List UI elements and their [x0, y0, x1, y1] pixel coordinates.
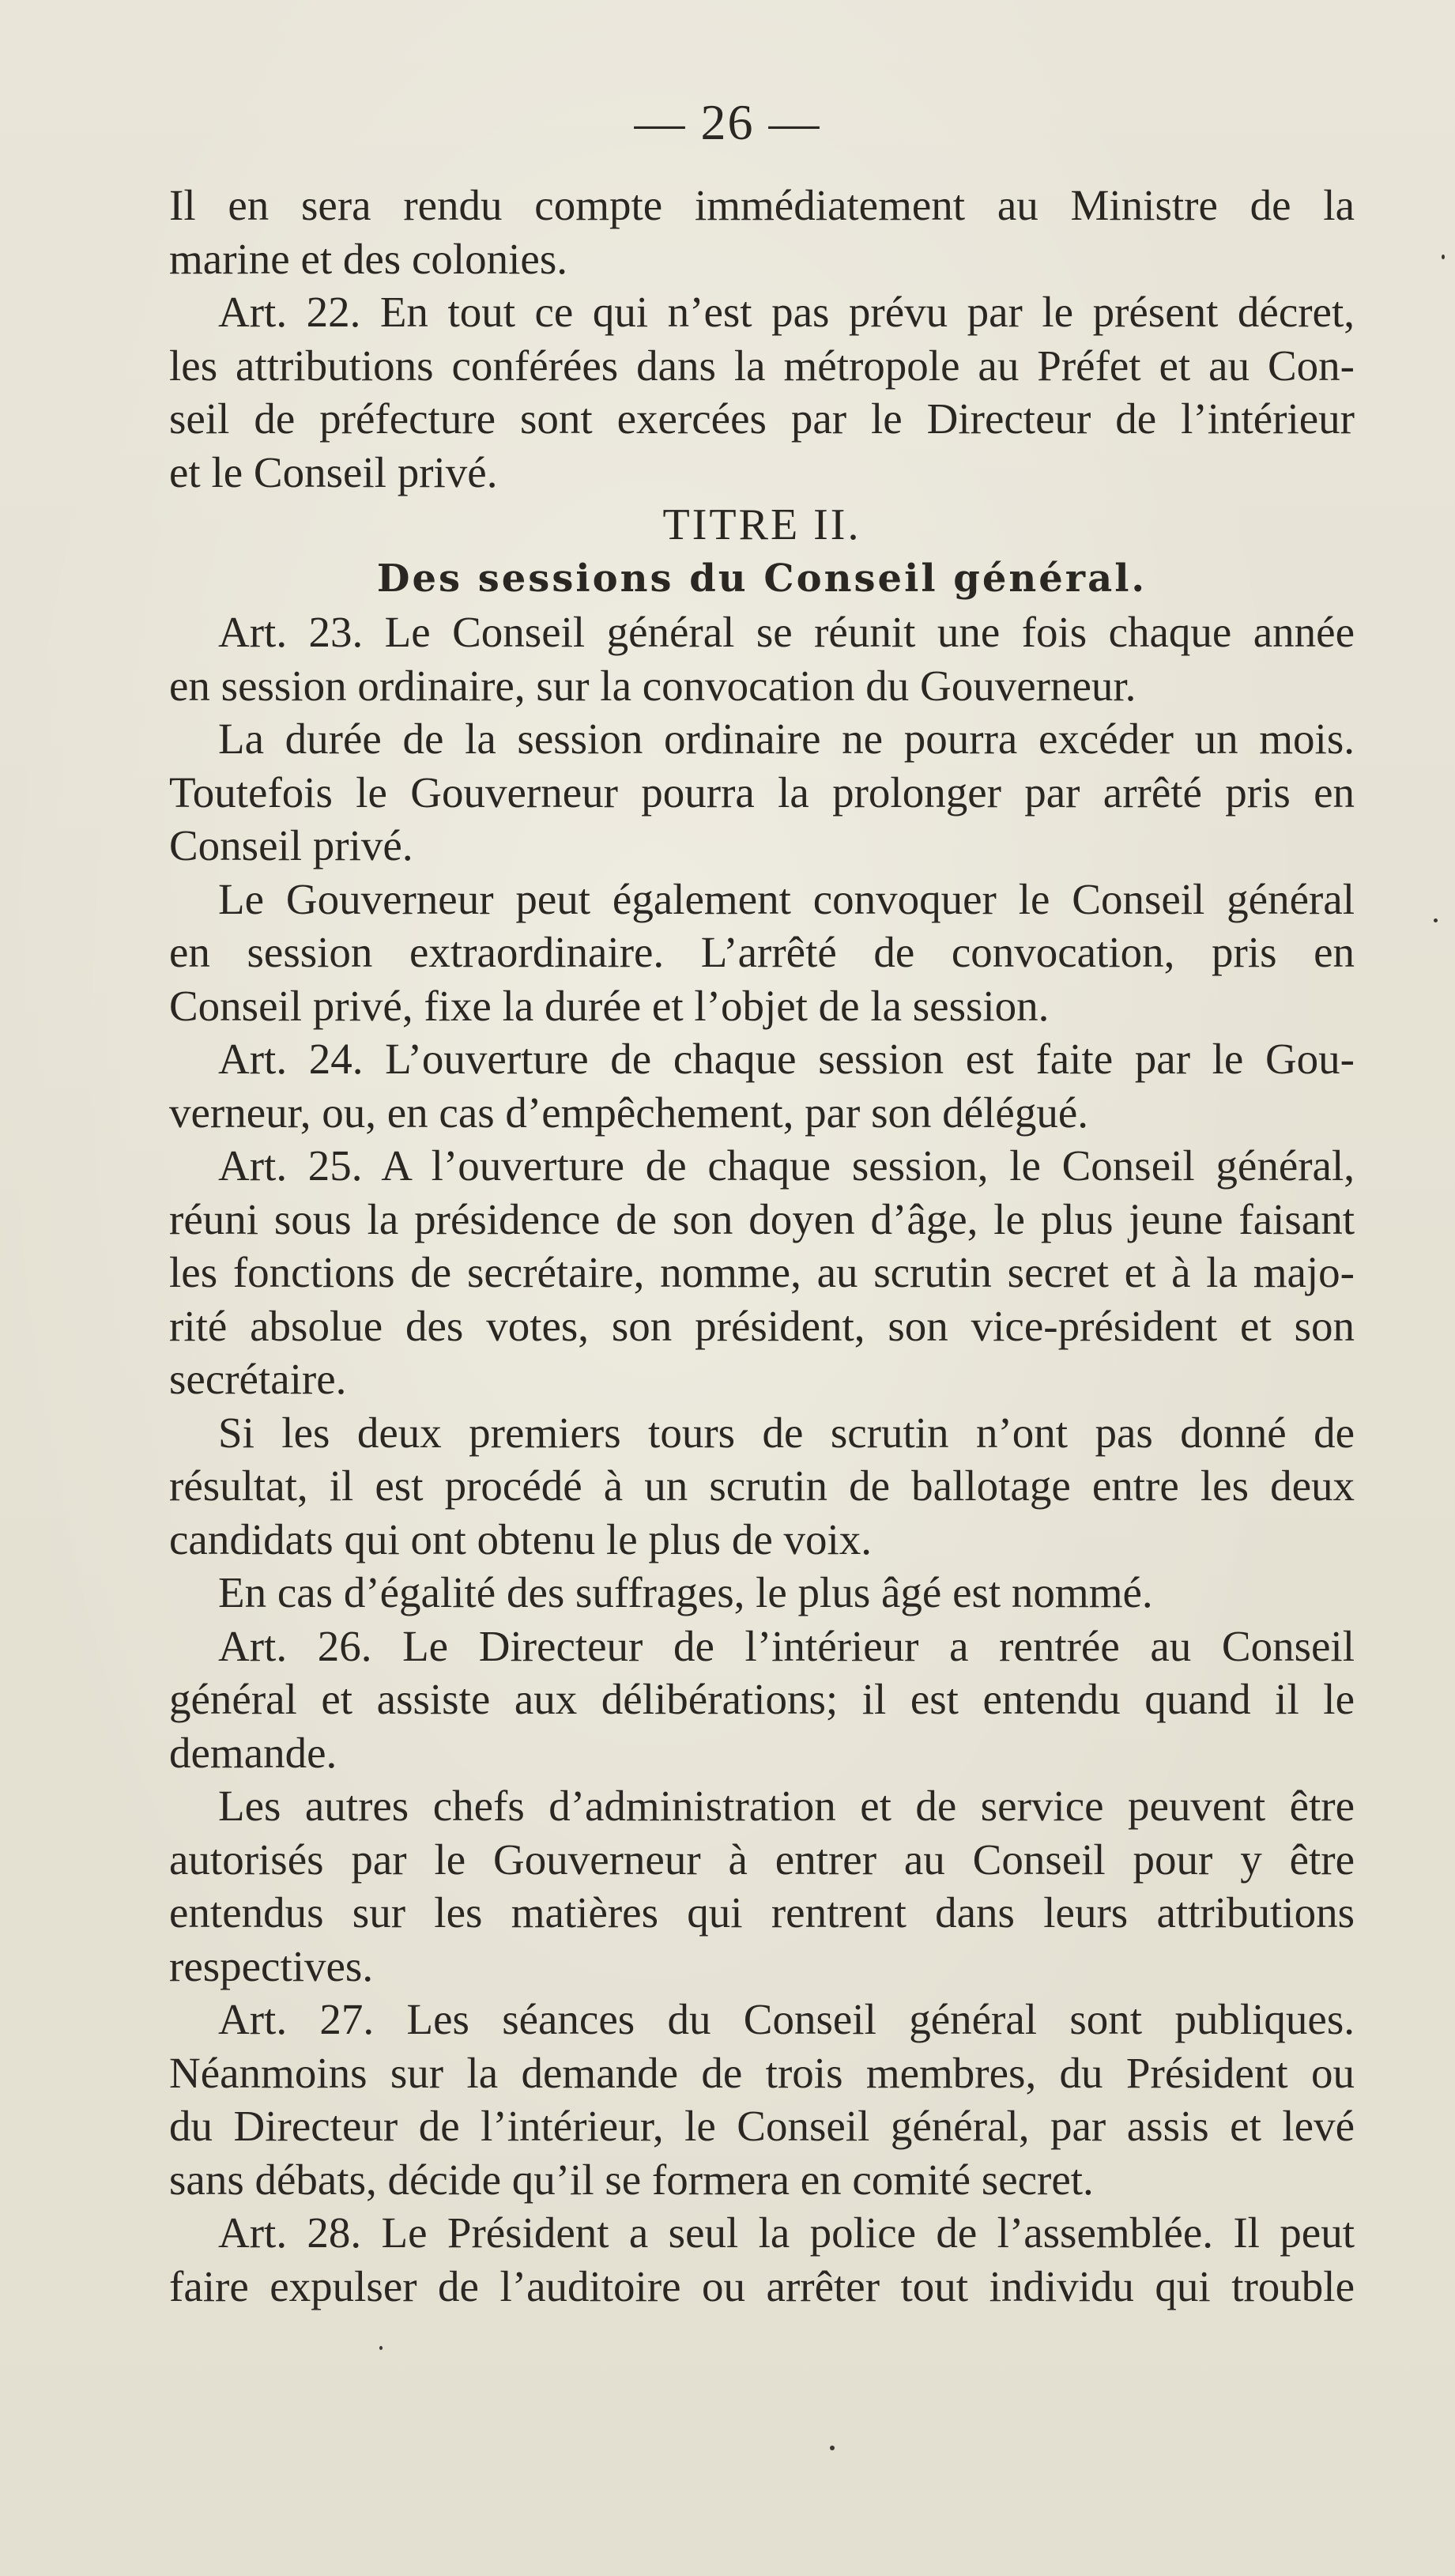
- article-23-line: Art. 23. Le Conseil général se réunit une fois chaque année: [218, 608, 1355, 656]
- text-line: réuni sous la présidence de son doyen d’âge, le plus jeune faisant: [169, 1194, 1355, 1243]
- article-26-line: Art. 26. Le Directeur de l’intérieur a rentrée au Conseil: [218, 1621, 1355, 1670]
- text-line: entendus sur les matières qui rentrent dans leurs attributions: [169, 1888, 1355, 1937]
- text-line: respectives.: [169, 1941, 374, 1990]
- text-line: Toutefois le Gouverneur pourra la prolonger par arrêté pris en: [169, 768, 1355, 817]
- text-line: Les autres chefs d’administration et de service peuvent être: [218, 1782, 1355, 1830]
- article-25-line: Art. 25. A l’ouverture de chaque session, le Conseil général,: [218, 1141, 1355, 1190]
- text-line: résultat, il est procédé à un scrutin de ballotage entre les deux: [169, 1461, 1355, 1510]
- text-line: candidats qui ont obtenu le plus de voix.: [169, 1514, 873, 1563]
- ink-speck: [1442, 255, 1445, 259]
- text-line: Conseil privé.: [169, 821, 413, 869]
- section-title: TITRE II.: [662, 500, 861, 549]
- text-line: en session ordinaire, sur la convocation du Gouverneur.: [169, 661, 1136, 710]
- page-number: — 26 —: [634, 94, 821, 150]
- text-line: Si les deux premiers tours de scrutin n’ont pas donné de: [218, 1408, 1355, 1457]
- section-subtitle: Des sessions du Conseil général.: [376, 556, 1148, 601]
- text-line: les fonctions de secrétaire, nomme, au scrutin secret et à la majo-: [169, 1248, 1355, 1296]
- text-line: La durée de la session ordinaire ne pourra excéder un mois.: [218, 715, 1355, 763]
- text-line: sans débats, décide qu’il se formera en comité secret.: [169, 2155, 1094, 2204]
- ink-speck: [1434, 918, 1438, 922]
- text-line: général et assiste aux délibérations; il est entendu quand il le: [169, 1675, 1355, 1723]
- text-line: marine et des colonies.: [169, 234, 567, 283]
- page-body: [169, 179, 1355, 2313]
- text-line: verneur, ou, en cas d’empêchement, par son délégué.: [169, 1088, 1089, 1137]
- article-24-line: Art. 24. L’ouverture de chaque session est faite par le Gou-: [218, 1035, 1355, 1083]
- text-line: Néanmoins sur la demande de trois membres, du Président ou: [169, 2048, 1355, 2097]
- text-line: seil de préfecture sont exercées par le Directeur de l’intérieur: [169, 394, 1355, 443]
- ink-speck: [830, 2446, 835, 2450]
- text-line: faire expulser de l’auditoire ou arrêter tout individu qui trouble: [169, 2261, 1355, 2310]
- article-22-line: Art. 22. En tout ce qui n’est pas prévu par le présent décret,: [218, 288, 1355, 336]
- text-line: Le Gouverneur peut également convoquer le Conseil général: [218, 874, 1355, 923]
- text-line: demande.: [169, 1728, 337, 1777]
- article-27-line: Art. 27. Les séances du Conseil général sont publiques.: [218, 1995, 1355, 2043]
- text-line: Conseil privé, fixe la durée et l’objet de la session.: [169, 981, 1050, 1030]
- ink-speck: [379, 2346, 383, 2350]
- text-line: Il en sera rendu compte immédiatement au Ministre de la: [169, 181, 1355, 229]
- text-line: En cas d’égalité des suffrages, le plus âgé est nommé.: [218, 1568, 1153, 1616]
- text-line: et le Conseil privé.: [169, 447, 498, 496]
- article-28-line: Art. 28. Le Président a seul la police de l’assemblée. Il peut: [218, 2208, 1355, 2257]
- text-line: les attributions conférées dans la métropole au Préfet et au Con-: [169, 341, 1355, 390]
- text-line: du Directeur de l’intérieur, le Conseil général, par assis et levé: [169, 2102, 1355, 2150]
- text-line: autorisés par le Gouverneur à entrer au Conseil pour y être: [169, 1835, 1355, 1884]
- text-line: en session extraordinaire. L’arrêté de convocation, pris en: [169, 928, 1355, 976]
- text-line: rité absolue des votes, son président, son vice-président et son: [169, 1301, 1355, 1350]
- text-line: secrétaire.: [169, 1355, 347, 1403]
